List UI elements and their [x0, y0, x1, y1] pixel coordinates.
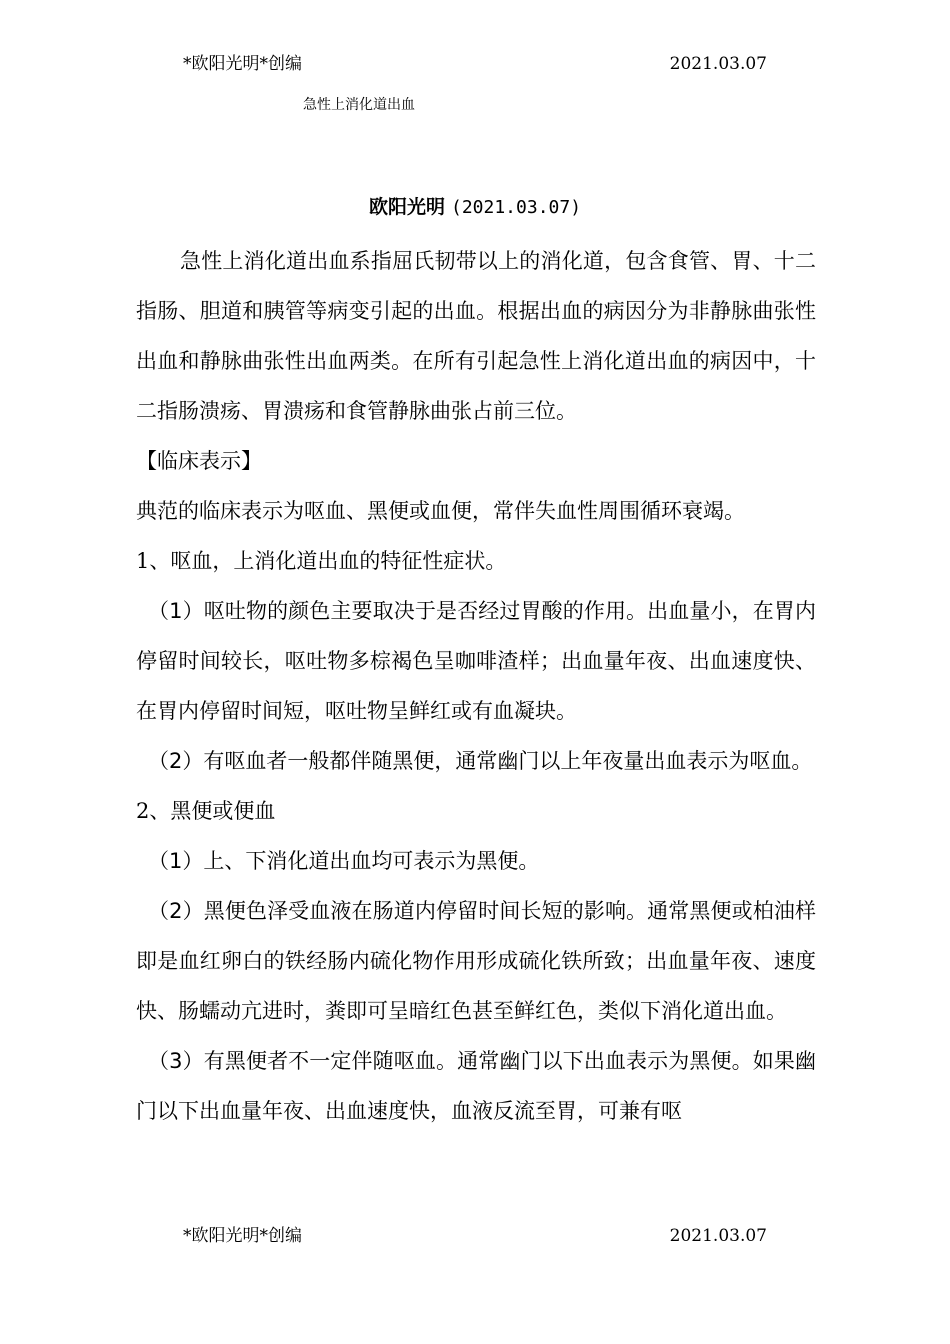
- section-heading-clinical: 【临床表示】: [136, 449, 262, 473]
- author-line: [0, 194, 950, 221]
- item-2-heading: 2、黑便或便血: [136, 799, 276, 823]
- footer-date: 2021.03.07: [669, 1226, 767, 1246]
- item-1-sub-2: （2）有呕血者一般都伴随黑便，通常幽门以上年夜量出血表示为呕血。: [148, 749, 813, 773]
- header-author: *欧阳光明*创编: [183, 54, 302, 74]
- footer-author: *欧阳光明*创编: [183, 1226, 302, 1246]
- item-2-sub-3: （3）有黑便者不一定伴随呕血。通常幽门以下出血表示为黑便。如果幽门以下出血量年夜、出血速度快，血液反流至胃，可兼有呕: [136, 1049, 816, 1123]
- author-name: 欧阳光明: [368, 196, 445, 218]
- author-date: (2021.03.07): [451, 197, 582, 218]
- intro-paragraph: 急性上消化道出血系指屈氏韧带以上的消化道，包含食管、胃、十二指肠、胆道和胰管等病变引起的出血。根据出血的病因分为非静脉曲张性出血和静脉曲张性出血两类。在所有引起急性上消化道出血的病因中，十二指肠溃疡、胃溃疡和食管静脉曲张占前三位。: [136, 249, 816, 423]
- clinical-summary: 典范的临床表示为呕血、黑便或血便，常伴失血性周围循环衰竭。: [136, 499, 745, 523]
- document-small-title: 急性上消化道出血: [303, 97, 415, 113]
- item-2-sub-1: （1）上、下消化道出血均可表示为黑便。: [148, 849, 540, 873]
- item-2-sub-2: （2）黑便色泽受血液在肠道内停留时间长短的影响。通常黑便或柏油样即是血红卵白的铁经肠内硫化物作用形成硫化铁所致；出血量年夜、速度快、肠蠕动亢进时，粪即可呈暗红色甚至鲜红色，类似下消化道出血。: [136, 899, 816, 1023]
- item-1-sub-1: （1）呕吐物的颜色主要取决于是否经过胃酸的作用。出血量小，在胃内停留时间较长，呕吐物多棕褐色呈咖啡渣样；出血量年夜、出血速度快、在胃内停留时间短，呕吐物呈鲜红或有血凝块。: [136, 599, 816, 723]
- document-body: [136, 236, 816, 1136]
- item-1-heading: 1、呕血，上消化道出血的特征性症状。: [136, 549, 507, 573]
- header-date: 2021.03.07: [669, 54, 767, 74]
